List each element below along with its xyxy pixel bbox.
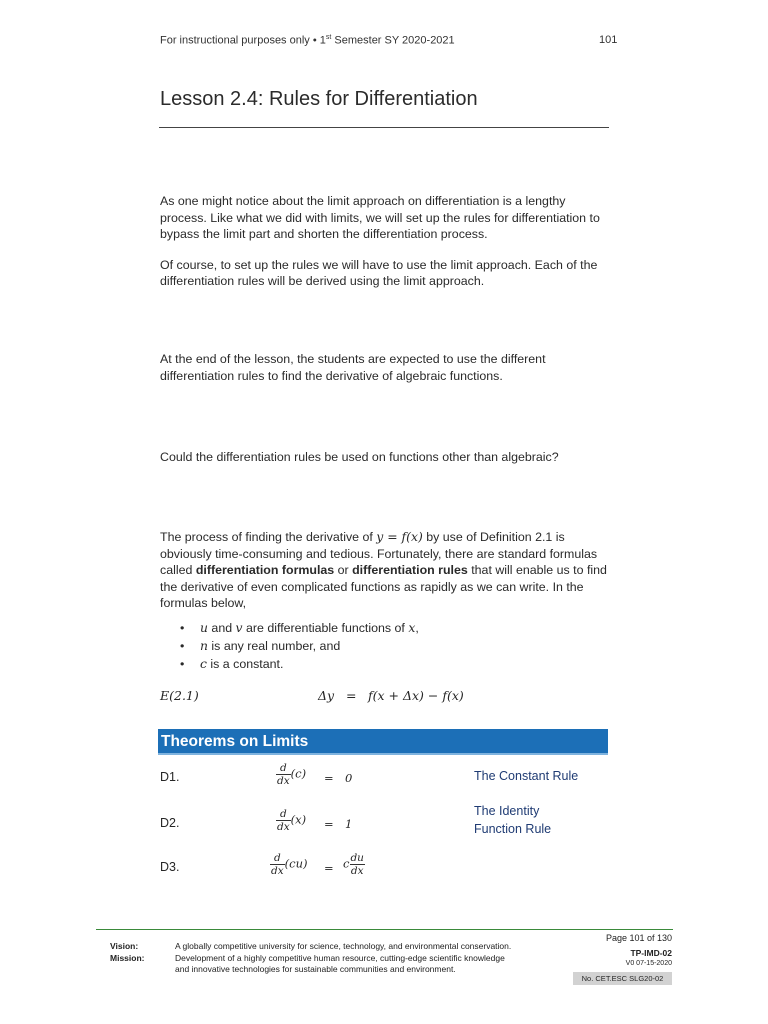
rule-formula-d1: $\frac{d}{dx}$ (c): [277, 762, 307, 787]
rule-name-d1: The Constant Rule: [474, 769, 579, 783]
assumption-list: [160, 619, 615, 673]
objective-paragraph: At the end of the lesson, the students are expected to use the different differentiation rules to find the derivative of algebraic functions.: [160, 352, 546, 383]
intro-paragraph-2: Of course, to set up the rules we will have to use the limit approach. Each of the differentiation rules will be derived using the limit approach.: [160, 257, 598, 288]
guide-question: Could the differentiation rules be used on functions other than algebraic?: [160, 450, 559, 464]
rule-rhs-d1: 0: [345, 771, 353, 785]
footer-labels: Vision: Mission:: [110, 941, 145, 963]
list-item: • c is a constant.: [160, 655, 615, 673]
section-header: Theorems on Limits: [158, 729, 608, 755]
lesson-title: Lesson 2.4: Rules for Differentiation: [160, 88, 478, 110]
vision-text: A globally competitive university for science, technology, and environmental conservation.: [175, 941, 512, 951]
title-divider: [159, 127, 609, 128]
rule-rhs-d3: c $\frac{du}{dx}$: [343, 852, 364, 877]
rule-name-d2: The Identity Function Rule: [474, 804, 552, 836]
equation-rhs: f(x + Δx) − f(x): [368, 688, 464, 703]
footer-divider: [96, 929, 673, 930]
intro-section: [160, 193, 615, 304]
footer-statements: [175, 941, 565, 976]
equation-equals: =: [346, 688, 357, 703]
running-header: For instructional purposes only • 1st Semester SY 2020-2021: [160, 34, 455, 47]
intro-paragraph-1: As one might notice about the limit approach on differentiation is a lengthy process. Like what we did with limits, we will set up the rules for differentiation to bypass the limit part and shorten the differentiation process.: [160, 194, 600, 241]
rule-equals-d3: =: [324, 861, 334, 875]
body-paragraph: The process of finding the derivative of y = f(x) by use of Definition 2.1 is obviously time-consuming and tedious. Fortunately, there are standard formulas called differentiation formulas or differentiation rules that will enable us to find the derivative of even complicated functions as rapidly as we can write. In the formulas below,: [160, 529, 607, 610]
list-item: • u and v are differentiable functions of x,: [160, 619, 615, 637]
mission-text-line-1: Development of a highly competitive human resource, cutting-edge scientific knowledge: [175, 952, 505, 963]
equation-lhs: Δy: [318, 688, 335, 703]
document-number: No. CET.ESC SLG20-02: [573, 972, 672, 985]
rule-label-d2: D2.: [160, 816, 180, 830]
rule-formula-d2: $\frac{d}{dx}$ (x): [277, 808, 307, 833]
rule-label-d1: D1.: [160, 770, 180, 784]
page-number: 101: [599, 34, 618, 46]
rule-rhs-d2: 1: [345, 817, 353, 831]
list-item: • n is any real number, and: [160, 637, 615, 655]
footer-page-info: Page 101 of 130 TP-IMD-02 V0 07-15-2020: [605, 933, 672, 967]
equation-label: E(2.1): [160, 688, 199, 703]
rule-equals-d1: =: [324, 771, 334, 785]
rule-equals-d2: =: [324, 817, 334, 831]
rule-formula-d3: $\frac{d}{dx}$ (cu): [271, 852, 308, 877]
rule-label-d3: D3.: [160, 860, 180, 874]
mission-text-line-2: and innovative technologies for sustainable communities and environment.: [175, 964, 456, 974]
